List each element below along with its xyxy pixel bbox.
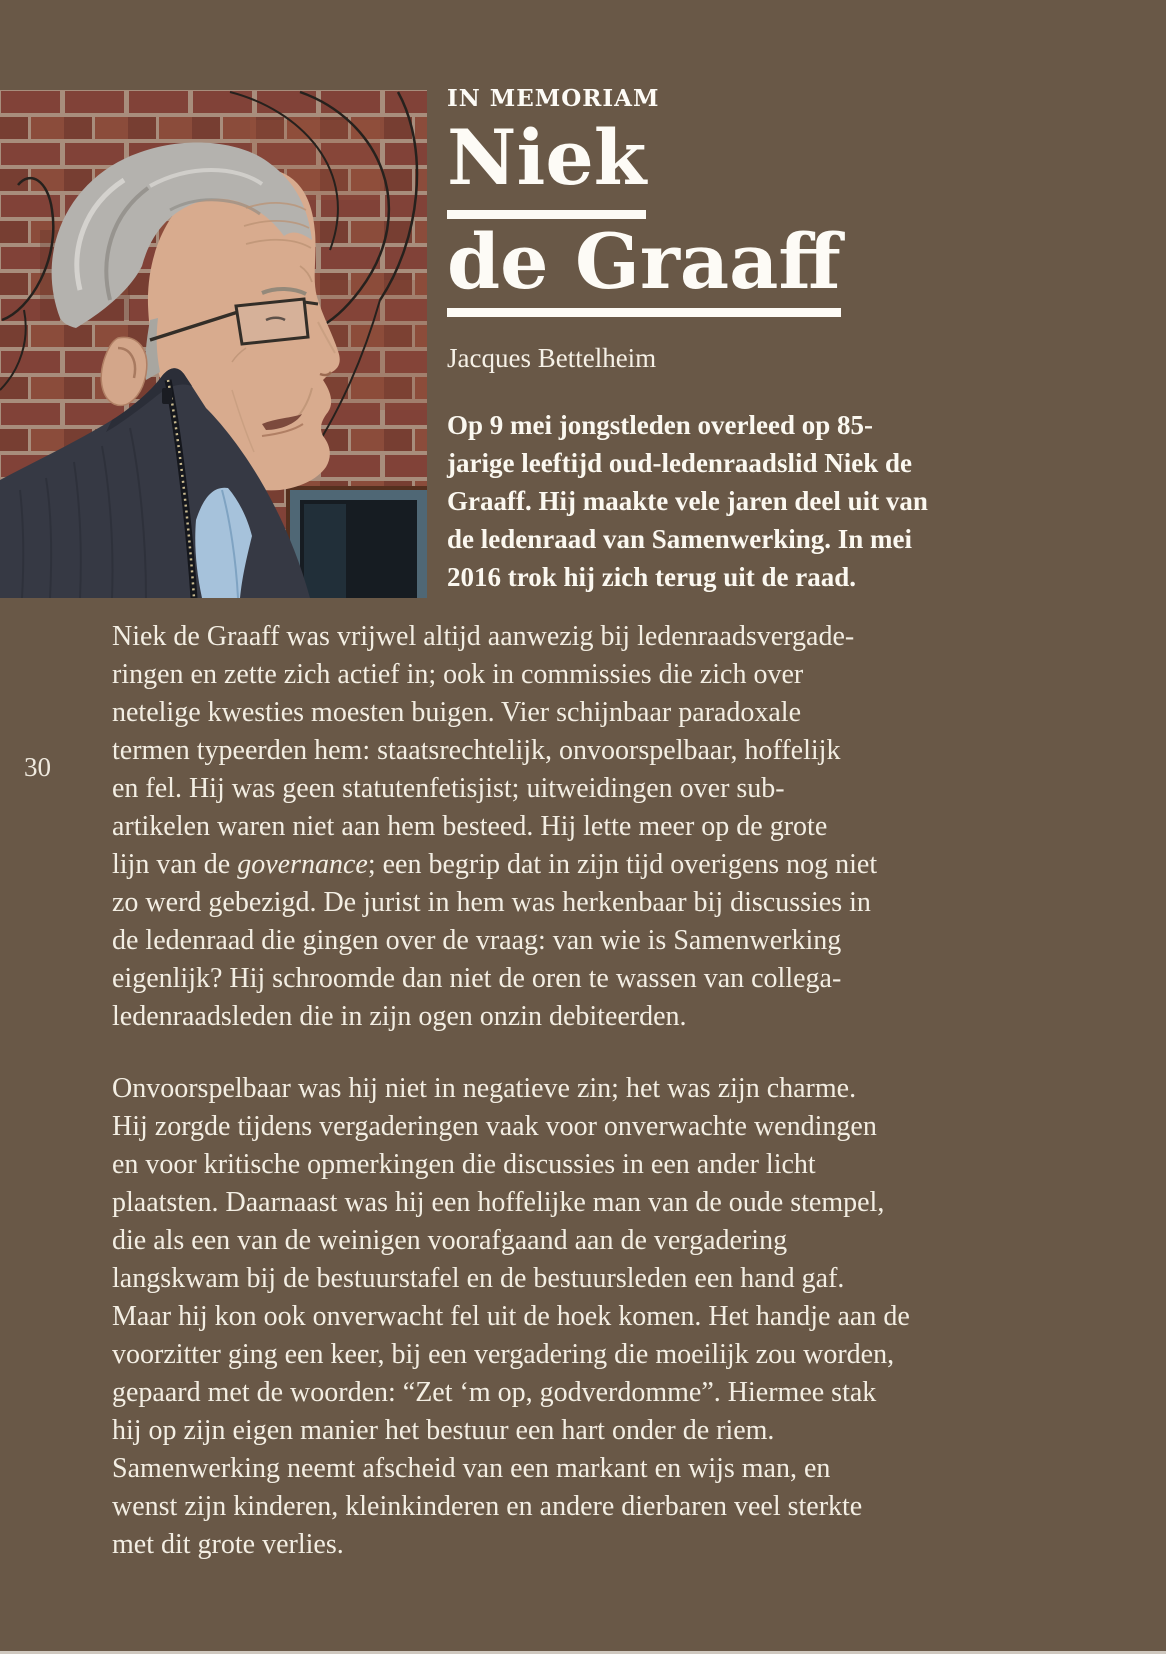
body-line: die als een van de weinigen voorafgaand aan de vergadering bbox=[112, 1225, 788, 1256]
body-line: wenst zijn kinderen, kleinkinderen en andere dierbaren veel sterkte bbox=[112, 1491, 863, 1522]
body-line: netelige kwesties moesten buigen. Vier schijnbaar paradoxale bbox=[112, 697, 802, 728]
article-body bbox=[112, 618, 910, 1564]
body-line: eigenlijk? Hij schroomde dan niet de oren te wassen van collega- bbox=[112, 963, 842, 994]
body-line-with-italic bbox=[112, 846, 910, 884]
body-line: Niek de Graaff was vrijwel altijd aanwezig bij ledenraadsvergade- bbox=[112, 621, 855, 652]
body-line: hij op zijn eigen manier het bestuur een hart onder de riem. bbox=[112, 1415, 775, 1446]
body-line: met dit grote verlies. bbox=[112, 1529, 344, 1560]
article-title bbox=[447, 113, 841, 317]
body-paragraph-2 bbox=[112, 1070, 910, 1564]
body-line: Onvoorspelbaar was hij niet in negatieve zin; het was zijn charme. bbox=[112, 1073, 857, 1104]
title-line-2: de Graaff bbox=[447, 224, 841, 317]
intro-line: jarige leeftijd oud-ledenraadslid Niek de bbox=[447, 448, 912, 478]
body-line: Samenwerking neemt afscheid van een markant en wijs man, en bbox=[112, 1453, 831, 1484]
author-byline: Jacques Bettelheim bbox=[447, 343, 657, 373]
body-line: zo werd gebezigd. De jurist in hem was herkenbaar bij discussies in bbox=[112, 887, 871, 918]
body-line-segment: ; een begrip dat in zijn tijd overigens nog niet bbox=[367, 849, 878, 880]
intro-line: de ledenraad van Samenwerking. In mei bbox=[447, 524, 913, 554]
intro-line: 2016 trok hij zich terug uit de raad. bbox=[447, 562, 856, 592]
body-line: plaatsten. Daarnaast was hij een hoffelijke man van de oude stempel, bbox=[112, 1187, 885, 1218]
body-paragraph-1 bbox=[112, 618, 910, 1036]
body-line-segment: lijn van de bbox=[112, 849, 238, 880]
body-line: Hij zorgde tijdens vergaderingen vaak voor onverwachte wendingen bbox=[112, 1111, 877, 1142]
body-line: en voor kritische opmerkingen die discussies in een ander licht bbox=[112, 1149, 816, 1180]
body-line: Maar hij kon ook onverwacht fel uit de hoek komen. Het handje aan de bbox=[112, 1301, 910, 1332]
body-line: voorzitter ging een keer, bij een vergadering die moeilijk zou worden, bbox=[112, 1339, 895, 1370]
page-number: 30 bbox=[24, 752, 51, 782]
title-line-1: Niek bbox=[447, 120, 646, 219]
kicker: IN MEMORIAM bbox=[447, 85, 660, 112]
body-line: langskwam bij de bestuurstafel en de bestuursleden een hand gaf. bbox=[112, 1263, 845, 1294]
body-line: artikelen waren niet aan hem besteed. Hij lette meer op de grote bbox=[112, 811, 828, 842]
body-line: ringen en zette zich actief in; ook in commissies die zich over bbox=[112, 659, 804, 690]
body-line: ledenraadsleden die in zijn ogen onzin debiteerden. bbox=[112, 1001, 687, 1032]
intro-paragraph bbox=[447, 406, 928, 596]
intro-line: Op 9 mei jongstleden overleed op 85- bbox=[447, 410, 873, 440]
body-line: en fel. Hij was geen statutenfetisjist; uitweidingen over sub- bbox=[112, 773, 785, 804]
body-line: termen typeerden hem: staatsrechtelijk, onvoorspelbaar, hoffelijk bbox=[112, 735, 841, 766]
portrait-photo bbox=[0, 90, 427, 598]
intro-line: Graaff. Hij maakte vele jaren deel uit van bbox=[447, 486, 928, 516]
window bbox=[286, 486, 427, 598]
italic-term: governance bbox=[237, 849, 368, 880]
body-line: de ledenraad die gingen over de vraag: van wie is Samenwerking bbox=[112, 925, 842, 956]
body-line: gepaard met de woorden: “Zet ‘m op, godverdomme”. Hiermee stak bbox=[112, 1377, 877, 1408]
